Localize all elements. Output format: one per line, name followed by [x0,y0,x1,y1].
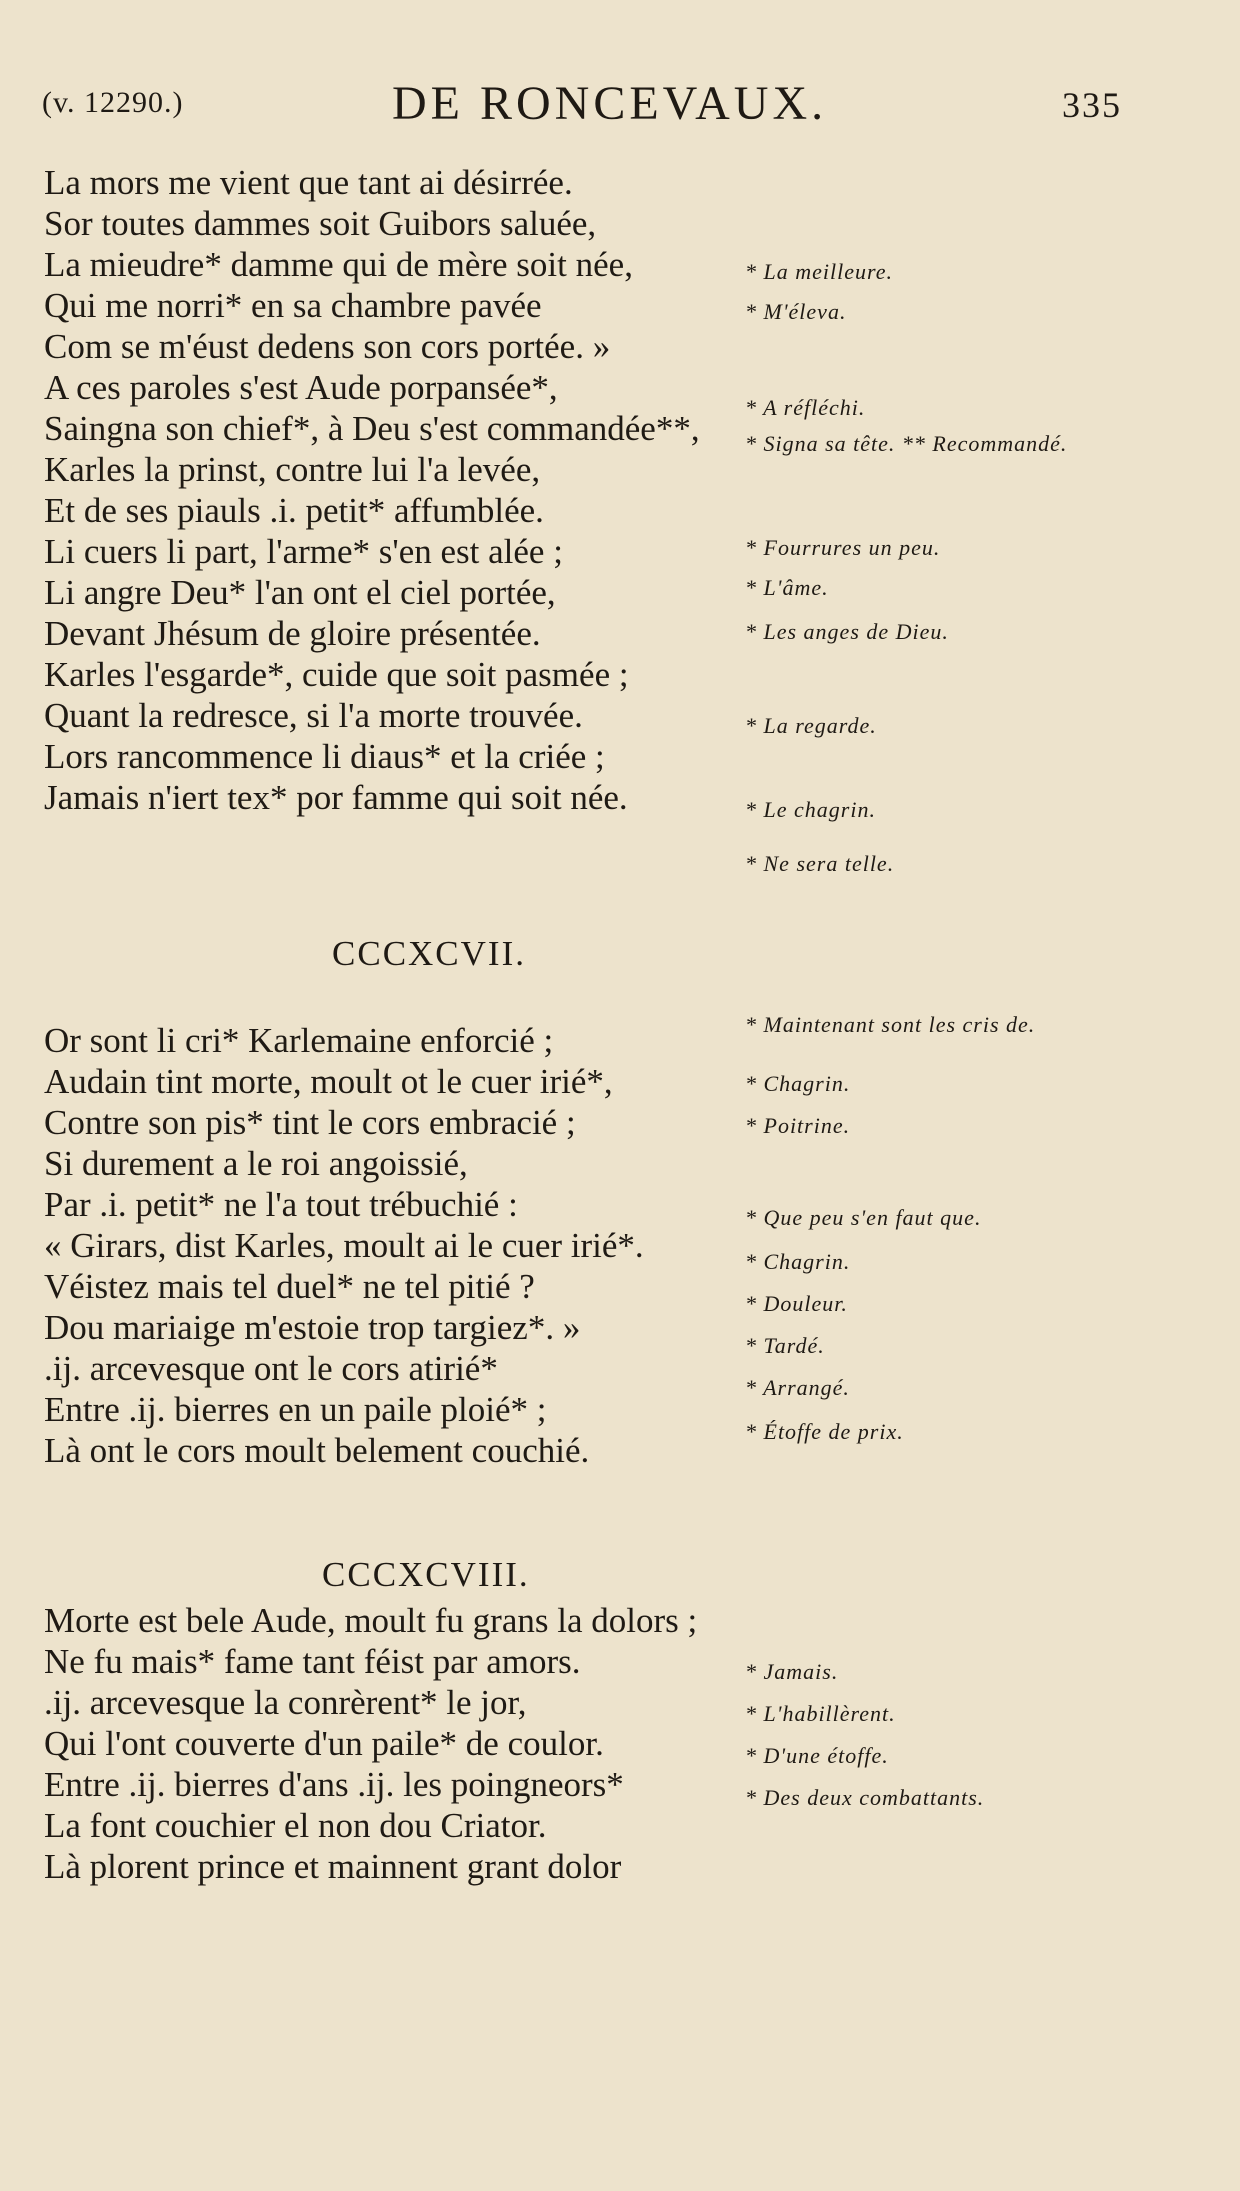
running-title: DE RONCEVAUX. [392,77,828,130]
verse-line: La font couchier el non dou Criator. [44,1806,547,1845]
marginal-note: * Maintenant sont les cris de. [745,1012,1036,1037]
marginal-note: * Chagrin. [745,1249,851,1274]
marginal-note: * L'habillèrent. [745,1701,896,1726]
marginal-note: * Jamais. [745,1659,839,1684]
section-heading: CCCXCVII. [332,934,526,973]
verse-line: Contre son pis* tint le cors embracié ; [44,1103,576,1142]
marginal-note: * Tardé. [745,1333,825,1358]
verse-line: Dou mariaige m'estoie trop targiez*. » [44,1308,581,1347]
verse-line: Si durement a le roi angoissié, [44,1144,468,1183]
verse-line: Li angre Deu* l'an ont el ciel portée, [44,573,556,612]
marginal-note: * Les anges de Dieu. [745,619,949,644]
verse-line: Karles l'esgarde*, cuide que soit pasmée ; [44,655,629,694]
verse-line: Morte est bele Aude, moult fu grans la dolors ; [44,1601,698,1640]
verse-line: Par .i. petit* ne l'a tout trébuchié : [44,1185,518,1224]
marginal-note: * Fourrures un peu. [745,535,941,560]
verse-block-a [44,162,704,818]
page-number: 335 [1062,85,1122,125]
marginal-note: * M'éleva. [745,299,847,324]
verse-range: (v. 12290.) [42,86,184,119]
verse-line: Audain tint morte, moult ot le cuer irié*, [44,1062,613,1101]
verse-line: Com se m'éust dedens son cors portée. » [44,327,611,366]
verse-line: .ij. arcevesque ont le cors atirié* [44,1349,498,1388]
marginal-note: * Des deux combattants. [745,1785,985,1810]
verse-line: Or sont li cri* Karlemaine enforcié ; [44,1021,554,1060]
marginal-note: * Douleur. [745,1291,848,1316]
verse-line: Véistez mais tel duel* ne tel pitié ? [44,1267,535,1306]
verse-line: La mors me vient que tant ai désirrée. [44,163,573,202]
verse-line: Là ont le cors moult belement couchié. [44,1431,590,1470]
verse-line: Karles la prinst, contre lui l'a levée, [44,450,541,489]
section-heading: CCCXCVIII. [322,1555,530,1594]
marginal-note: * Étoffe de prix. [745,1419,904,1444]
verse-line: .ij. arcevesque la conrèrent* le jor, [44,1683,527,1722]
verse-line: Li cuers li part, l'arme* s'en est alée ; [44,532,563,571]
verse-line: Entre .ij. bierres d'ans .ij. les poingneors* [44,1765,624,1804]
verse-line: Saingna son chief*, à Deu s'est commandée**, [44,409,700,448]
verse-line: Qui me norri* en sa chambre pavée [44,286,542,325]
verse-line: La mieudre* damme qui de mère soit née, [44,245,633,284]
verse-line: Sor toutes dammes soit Guibors saluée, [44,204,597,243]
verse-line: « Girars, dist Karles, moult ai le cuer irié*. [44,1226,644,1265]
verse-line: A ces paroles s'est Aude porpansée*, [44,368,558,407]
marginal-note: * Le chagrin. [745,797,876,822]
verse-block-c [44,1600,704,1887]
verse-line: Ne fu mais* fame tant féist par amors. [44,1642,581,1681]
verse-line: Quant la redresce, si l'a morte trouvée. [44,696,583,735]
verse-line: Jamais n'iert tex* por famme qui soit née. [44,778,628,817]
marginal-note: * La meilleure. [745,259,893,284]
marginal-note: * Que peu s'en faut que. [745,1205,982,1230]
verse-block-b [44,1020,704,1471]
marginal-note: * L'âme. [745,575,829,600]
marginal-note: * D'une étoffe. [745,1743,889,1768]
marginal-note: * Chagrin. [745,1071,851,1096]
verse-line: Lors rancommence li diaus* et la criée ; [44,737,605,776]
marginal-note: * Arrangé. [745,1375,850,1400]
running-header [42,72,1122,132]
verse-line: Et de ses piauls .i. petit* affumblée. [44,491,544,530]
marginal-note: * A réfléchi. [745,395,866,420]
verse-line: Là plorent prince et mainnent grant dolor [44,1847,622,1886]
verse-line: Entre .ij. bierres en un paile ploié* ; [44,1390,547,1429]
marginal-note: * Ne sera telle. [745,851,895,876]
verse-line: Qui l'ont couverte d'un paile* de coulor. [44,1724,604,1763]
verse-line: Devant Jhésum de gloire présentée. [44,614,541,653]
marginal-note: * Poitrine. [745,1113,851,1138]
marginal-note: * Signa sa tête. ** Recommandé. [745,431,1068,456]
marginal-note: * La regarde. [745,713,877,738]
